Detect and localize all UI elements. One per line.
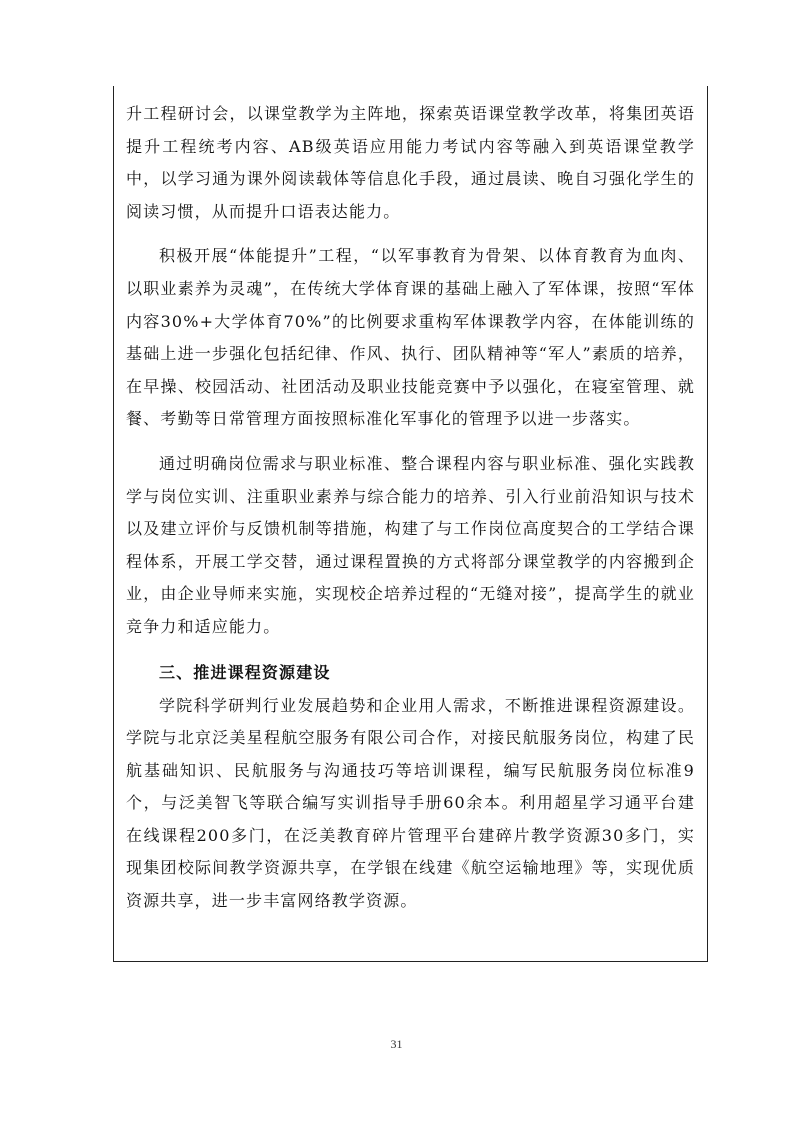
paragraph-fitness-project: 积极开展“体能提升”工程，“以军事教育为骨架、以体育教育为血肉、以职业素养为灵魂”，在传统大学体育课的基础上融入了军体课，按照“军体内容30%+大学体育70%”的比例要求重构军体课教学内容，在体能训练的基础上进一步强化包括纪律、作风、执行、团队精神等“军人”素质的培养，在早操、校园活动、社团活动及职业技能竞赛中予以强化，在寝室管理、就餐、考勤等日常管理方面按照标准化军事化的管理予以进一步落实。 <box>126 246 695 429</box>
page-number: 31 <box>390 1037 403 1051</box>
paragraph-course-resources: 学院科学研判行业发展趋势和企业用人需求，不断推进课程资源建设。学院与北京泛美星程航空服务有限公司合作，对接民航服务岗位，构建了民航基础知识、民航服务与沟通技巧等培训课程，编写民航服务岗位标准9个，与泛美智飞等联合编写实训指导手册60余本。利用超星学习通平台建在线课程200多门，在泛美教育碎片管理平台建碎片教学资源30多门，实现集团校际间教学资源共享，在学银在线建《航空运输地理》等，实现优质资源共享，进一步丰富网络教学资源。 <box>126 695 695 911</box>
section-heading: 三、推进课程资源建设 <box>159 662 331 682</box>
paragraph-english-improvement: 升工程研讨会，以课堂教学为主阵地，探索英语课堂教学改革，将集团英语提升工程统考内容、AB级英语应用能力考试内容等融入到英语课堂教学中，以学习通为课外阅读载体等信息化手段，通过晨读、晚自习强化学生的阅读习惯，从而提升口语表达能力。 <box>126 104 695 221</box>
table-cell-frame <box>113 86 708 962</box>
paragraph-work-study-curriculum: 通过明确岗位需求与职业标准、整合课程内容与职业标准、强化实践教学与岗位实训、注重职业素养与综合能力的培养、引入行业前沿知识与技术以及建立评价与反馈机制等措施，构建了与工作岗位高度契合的工学结合课程体系，开展工学交替，通过课程置换的方式将部分课堂教学的内容搬到企业，由企业导师来实施，实现校企培养过程的“无缝对接”，提高学生的就业竞争力和适应能力。 <box>126 453 695 636</box>
